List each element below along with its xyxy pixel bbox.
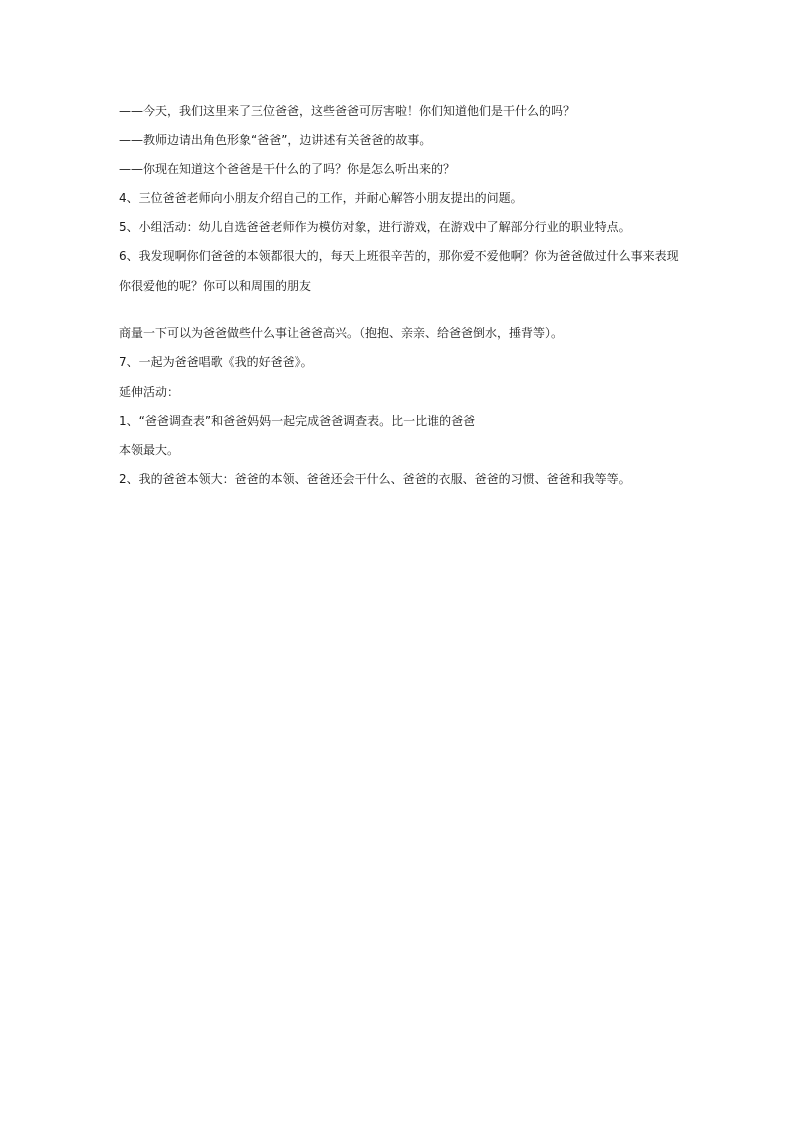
paragraph-line: 7、一起为爸爸唱歌《我的好爸爸》。 xyxy=(119,355,313,369)
paragraph-line: 2、我的爸爸本领大：爸爸的本领、爸爸还会干什么、爸爸的衣服、爸爸的习惯、爸爸和我等等。 xyxy=(119,472,631,486)
paragraph-line: 本领最大。 xyxy=(119,443,180,457)
paragraph-line: ——教师边请出角色形象“爸爸”，边讲述有关爸爸的故事。 xyxy=(119,133,432,147)
paragraph-line: ——你现在知道这个爸爸是干什么的了吗？你是怎么听出来的？ xyxy=(119,162,456,176)
paragraph-line: 你很爱他的呢？你可以和周围的朋友 xyxy=(119,279,312,293)
paragraph-line: ——今天，我们这里来了三位爸爸，这些爸爸可厉害啦！你们知道他们是干什么的吗？ xyxy=(119,104,576,118)
paragraph-line: 1、“爸爸调查表”和爸爸妈妈一起完成爸爸调查表。比一比谁的爸爸 xyxy=(119,414,476,428)
paragraph-line: 6、我发现啊你们爸爸的本领都很大的，每天上班很辛苦的，那你爱不爱他啊？你为爸爸做过什么事来表现 xyxy=(119,249,679,263)
paragraph-line: 4、三位爸爸老师向小朋友介绍自己的工作，并耐心解答小朋友提出的问题。 xyxy=(119,191,523,205)
paragraph-line: 商量一下可以为爸爸做些什么事让爸爸高兴。（抱抱、亲亲、给爸爸倒水，捶背等）。 xyxy=(119,326,564,340)
section-heading: 延伸活动： xyxy=(119,385,180,399)
paragraph-line: 5、小组活动：幼儿自选爸爸老师作为模仿对象，进行游戏，在游戏中了解部分行业的职业特点。 xyxy=(119,220,631,234)
